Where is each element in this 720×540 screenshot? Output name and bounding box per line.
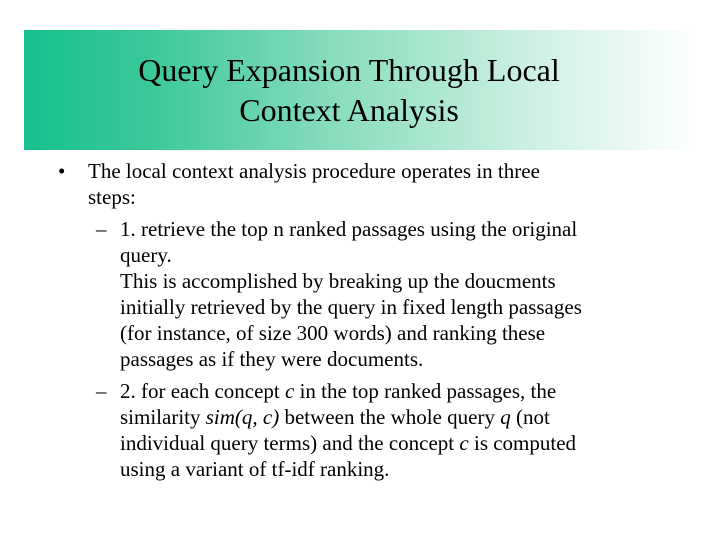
step2-line-4: using a variant of tf-idf ranking. xyxy=(120,457,390,481)
sub-bullet-marker-2: – xyxy=(96,379,107,403)
step2-line-2: similarity sim(q, c) between the whole query q (not xyxy=(120,405,550,429)
bullet-marker: • xyxy=(58,159,66,183)
step1-line-5: (for instance, of size 300 words) and ranking these xyxy=(120,321,546,345)
step1-line-2: query. xyxy=(120,243,172,267)
sub-bullet-marker-1: – xyxy=(96,217,107,241)
slide-title xyxy=(24,30,674,150)
step1-line-6: passages as if they were documents. xyxy=(120,347,424,371)
step1-line-3: This is accomplished by breaking up the doucments xyxy=(120,269,556,293)
title-line-2: Context Analysis xyxy=(239,92,459,128)
step1-line-1: 1. retrieve the top n ranked passages using the original xyxy=(120,217,578,241)
bullet-text-line-1: The local context analysis procedure operates in three xyxy=(88,159,540,183)
step2-line-3: individual query terms) and the concept c is computed xyxy=(120,431,577,455)
step1-line-4: initially retrieved by the query in fixed length passages xyxy=(120,295,582,319)
title-line-1: Query Expansion Through Local xyxy=(138,52,560,88)
step2-line-1: 2. for each concept c in the top ranked passages, the xyxy=(120,379,557,403)
bullet-text-line-2: steps: xyxy=(88,185,136,209)
